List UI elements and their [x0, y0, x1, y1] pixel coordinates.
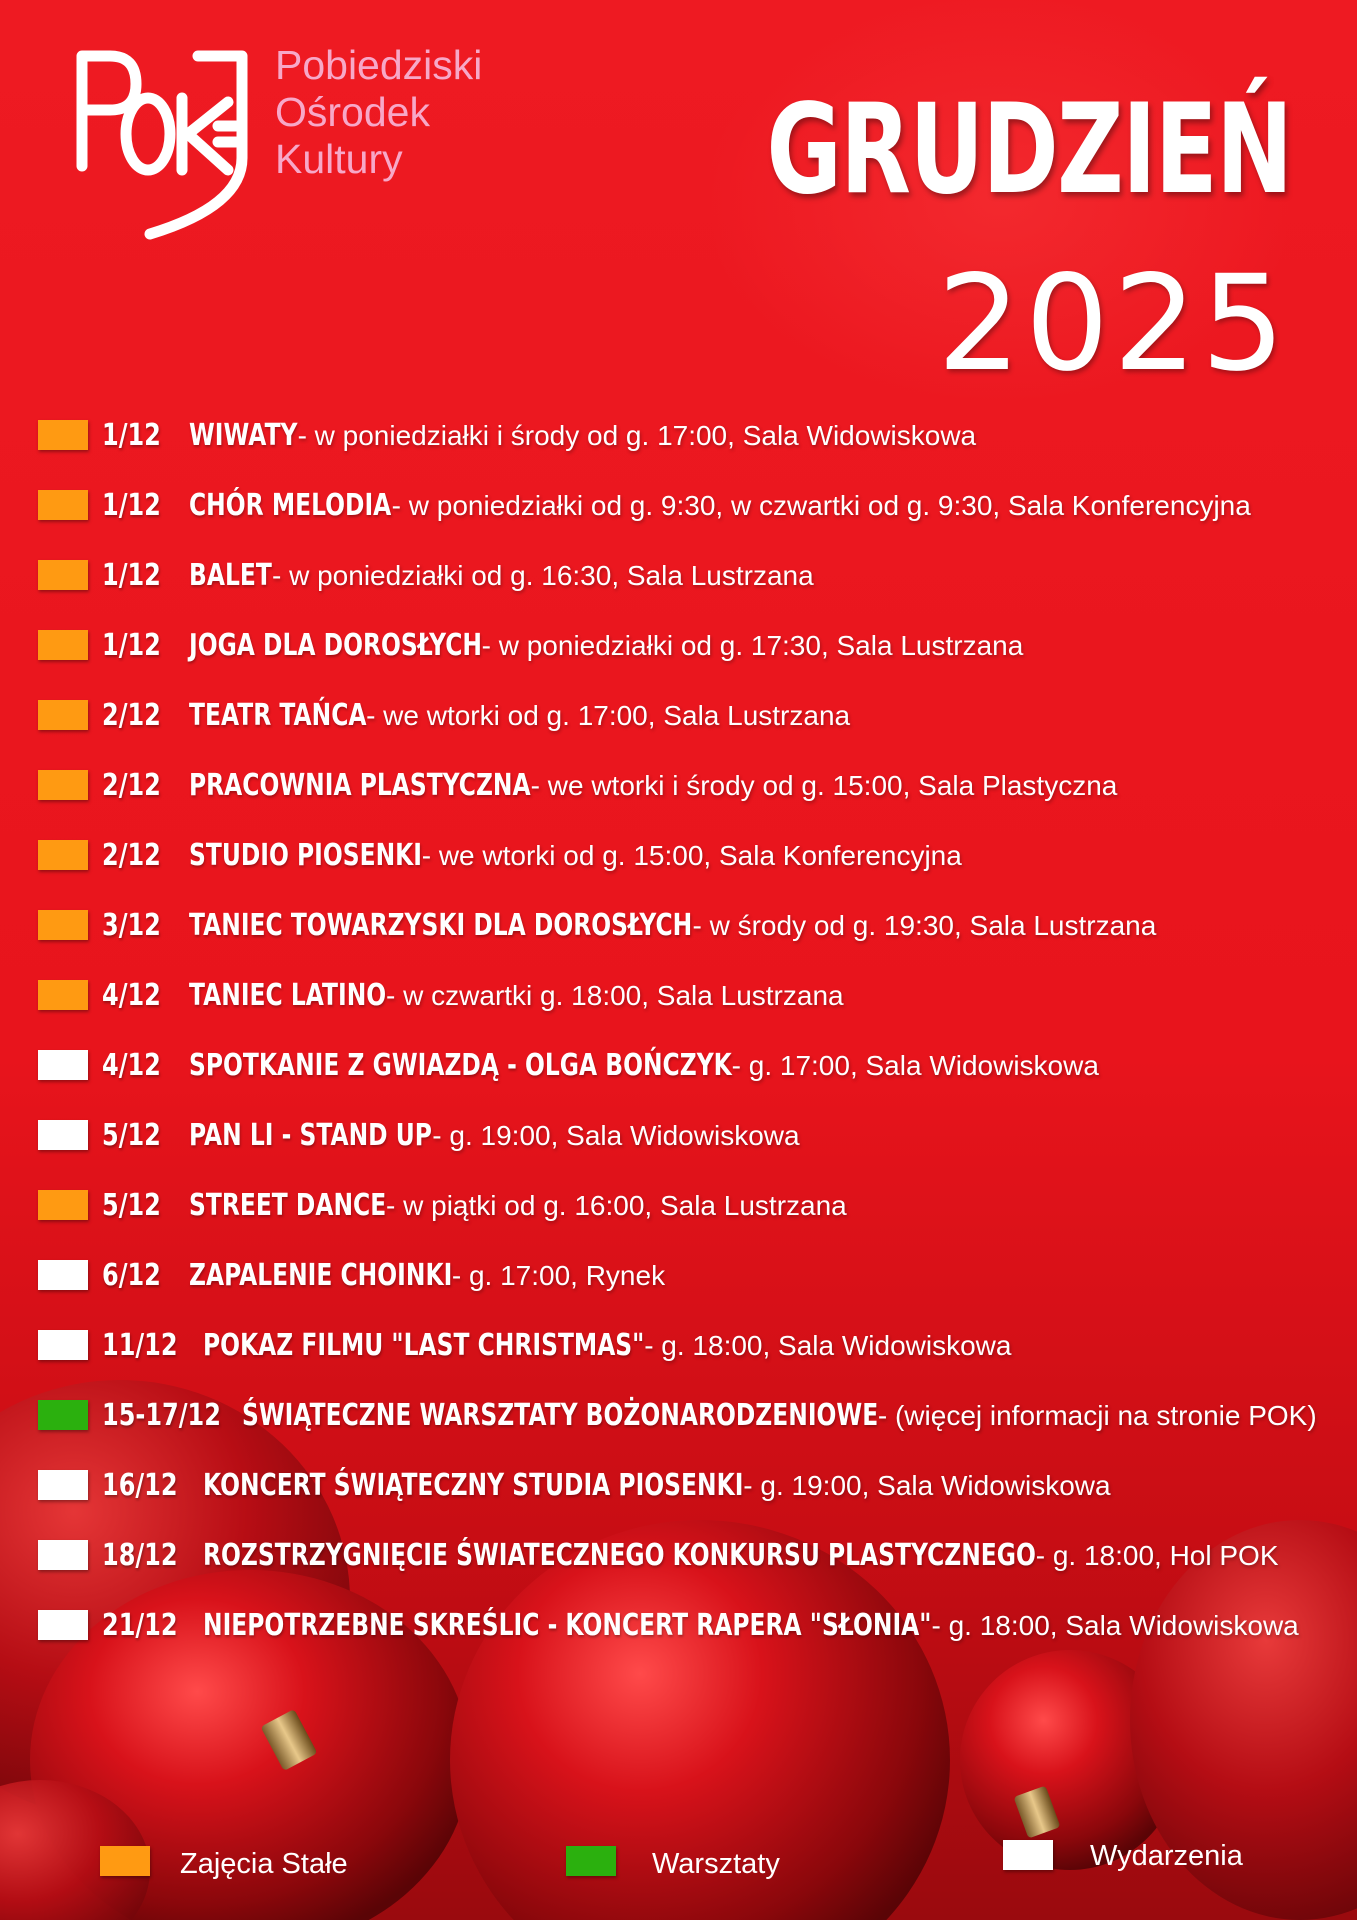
event-title: STUDIO PIOSENKI: [189, 837, 423, 873]
event-row: [0, 1390, 1357, 1440]
event-category-swatch: [38, 490, 88, 520]
event-text: [242, 1398, 1317, 1433]
event-text: [189, 1118, 800, 1153]
event-text: [189, 1258, 665, 1293]
organization-name: [275, 42, 482, 183]
event-title: JOGA DLA DOROSŁYCH: [189, 627, 482, 663]
event-category-swatch: [38, 1050, 88, 1080]
legend-swatch-stale: [100, 1846, 150, 1876]
event-title: NIEPOTRZEBNE SKREŚLIC - KONCERT RAPERA "SŁONIA": [203, 1607, 932, 1643]
event-date: 4/12: [102, 977, 161, 1013]
event-title: ŚWIĄTECZNE WARSZTATY BOŻONARODZENIOWE: [242, 1397, 879, 1433]
event-row: [0, 1460, 1357, 1510]
event-description: - (więcej informacji na stronie POK): [877, 1399, 1317, 1431]
event-row: [0, 970, 1357, 1020]
event-description: - w poniedziałki od g. 17:30, Sala Lustrzana: [481, 629, 1024, 661]
event-category-swatch: [38, 700, 88, 730]
event-row: [0, 690, 1357, 740]
event-text: [189, 1048, 1099, 1083]
event-text: [189, 698, 850, 733]
event-date: 11/12: [102, 1327, 178, 1363]
event-category-swatch: [38, 1610, 88, 1640]
event-description: - g. 17:00, Sala Widowiskowa: [731, 1049, 1099, 1081]
event-title: TANIEC LATINO: [189, 977, 387, 1013]
event-category-swatch: [38, 1540, 88, 1570]
event-row: [0, 1180, 1357, 1230]
event-category-swatch: [38, 1120, 88, 1150]
event-date: 2/12: [102, 837, 161, 873]
event-text: [189, 558, 814, 593]
event-title: WIWATY: [189, 417, 298, 453]
event-title: SPOTKANIE Z GWIAZDĄ - OLGA BOŃCZYK: [189, 1047, 732, 1083]
event-category-swatch: [38, 1330, 88, 1360]
legend-swatch-warsztaty: [566, 1846, 616, 1876]
event-date: 6/12: [102, 1257, 161, 1293]
event-title: TANIEC TOWARZYSKI DLA DOROSŁYCH: [189, 907, 693, 943]
month-title: GRUDZIEŃ: [766, 78, 1291, 222]
event-description: - w poniedziałki i środy od g. 17:00, Sala Widowiskowa: [297, 419, 977, 451]
event-text: [189, 418, 976, 453]
legend-label-wydarzenia: Wydarzenia: [1090, 1840, 1243, 1872]
event-text: [203, 1328, 1011, 1363]
event-title: CHÓR MELODIA: [189, 487, 392, 523]
event-date: 1/12: [102, 557, 161, 593]
event-category-swatch: [38, 1190, 88, 1220]
event-description: - g. 19:00, Sala Widowiskowa: [432, 1119, 800, 1151]
event-row: [0, 480, 1357, 530]
event-date: 21/12: [102, 1607, 178, 1643]
event-text: [189, 838, 962, 873]
event-text: [203, 1608, 1299, 1643]
event-date: 3/12: [102, 907, 161, 943]
legend-label-warsztaty: Warsztaty: [652, 1848, 780, 1880]
event-title: PAN LI - STAND UP: [189, 1117, 432, 1153]
event-row: [0, 620, 1357, 670]
event-text: [189, 488, 1251, 523]
event-date: 1/12: [102, 417, 161, 453]
event-category-swatch: [38, 910, 88, 940]
event-description: - we wtorki od g. 15:00, Sala Konferencyjna: [421, 839, 962, 871]
event-date: 15-17/12: [102, 1397, 221, 1433]
event-text: [189, 768, 1117, 803]
event-title: TEATR TAŃCA: [189, 697, 367, 733]
event-title: PRACOWNIA PLASTYCZNA: [189, 767, 531, 803]
event-date: 18/12: [102, 1537, 178, 1573]
org-name-line-2: Ośrodek: [275, 89, 430, 135]
event-row: [0, 550, 1357, 600]
event-description: - g. 17:00, Rynek: [451, 1259, 666, 1291]
event-description: - we wtorki od g. 17:00, Sala Lustrzana: [366, 699, 851, 731]
event-title: ZAPALENIE CHOINKI: [189, 1257, 453, 1293]
event-date: 5/12: [102, 1187, 161, 1223]
event-row: [0, 1600, 1357, 1650]
event-text: [189, 628, 1023, 663]
event-title: KONCERT ŚWIĄTECZNY STUDIA PIOSENKI: [203, 1467, 744, 1503]
event-category-swatch: [38, 1260, 88, 1290]
event-title: POKAZ FILMU "LAST CHRISTMAS": [203, 1327, 645, 1363]
legend: [0, 1838, 1357, 1888]
event-row: [0, 900, 1357, 950]
legend-label-stale: Zajęcia Stałe: [180, 1848, 348, 1880]
event-title: ROZSTRZYGNIĘCIE ŚWIATECZNEGO KONKURSU PLASTYCZNEGO: [203, 1537, 1036, 1573]
event-text: [189, 978, 844, 1013]
event-text: [189, 908, 1156, 943]
org-name-line-1: Pobiedziski: [275, 42, 483, 88]
event-text: [203, 1468, 1111, 1503]
year-title: 2025: [937, 247, 1289, 401]
event-row: [0, 760, 1357, 810]
event-description: - g. 18:00, Hol POK: [1035, 1539, 1279, 1571]
event-category-swatch: [38, 980, 88, 1010]
event-row: [0, 410, 1357, 460]
pok-logo: [70, 38, 260, 248]
event-row: [0, 1250, 1357, 1300]
event-description: - w środy od g. 19:30, Sala Lustrzana: [692, 909, 1157, 941]
org-name-line-3: Kultury: [275, 136, 403, 182]
event-date: 16/12: [102, 1467, 178, 1503]
event-text: [189, 1188, 847, 1223]
legend-swatch-wydarzenia: [1003, 1840, 1053, 1870]
event-category-swatch: [38, 560, 88, 590]
event-title: BALET: [189, 557, 272, 593]
event-date: 2/12: [102, 697, 161, 733]
event-description: - w poniedziałki od g. 16:30, Sala Lustrzana: [272, 559, 814, 591]
event-description: - g. 18:00, Sala Widowiskowa: [644, 1329, 1012, 1361]
event-description: - we wtorki i środy od g. 15:00, Sala Plastyczna: [530, 769, 1118, 801]
event-category-swatch: [38, 840, 88, 870]
event-category-swatch: [38, 630, 88, 660]
event-date: 5/12: [102, 1117, 161, 1153]
event-description: - g. 18:00, Sala Widowiskowa: [931, 1609, 1299, 1641]
event-description: - g. 19:00, Sala Widowiskowa: [743, 1469, 1111, 1501]
event-text: [203, 1538, 1279, 1573]
event-date: 1/12: [102, 627, 161, 663]
event-row: [0, 1530, 1357, 1580]
event-category-swatch: [38, 1400, 88, 1430]
event-description: - w poniedziałki od g. 9:30, w czwartki od g. 9:30, Sala Konferencyjna: [391, 489, 1251, 521]
event-row: [0, 1110, 1357, 1160]
event-title: STREET DANCE: [189, 1187, 387, 1223]
event-row: [0, 830, 1357, 880]
event-description: - w piątki od g. 16:00, Sala Lustrzana: [386, 1189, 847, 1221]
event-description: - w czwartki g. 18:00, Sala Lustrzana: [386, 979, 844, 1011]
event-category-swatch: [38, 770, 88, 800]
event-date: 4/12: [102, 1047, 161, 1083]
event-row: [0, 1040, 1357, 1090]
event-row: [0, 1320, 1357, 1370]
event-date: 2/12: [102, 767, 161, 803]
event-category-swatch: [38, 420, 88, 450]
event-category-swatch: [38, 1470, 88, 1500]
event-date: 1/12: [102, 487, 161, 523]
